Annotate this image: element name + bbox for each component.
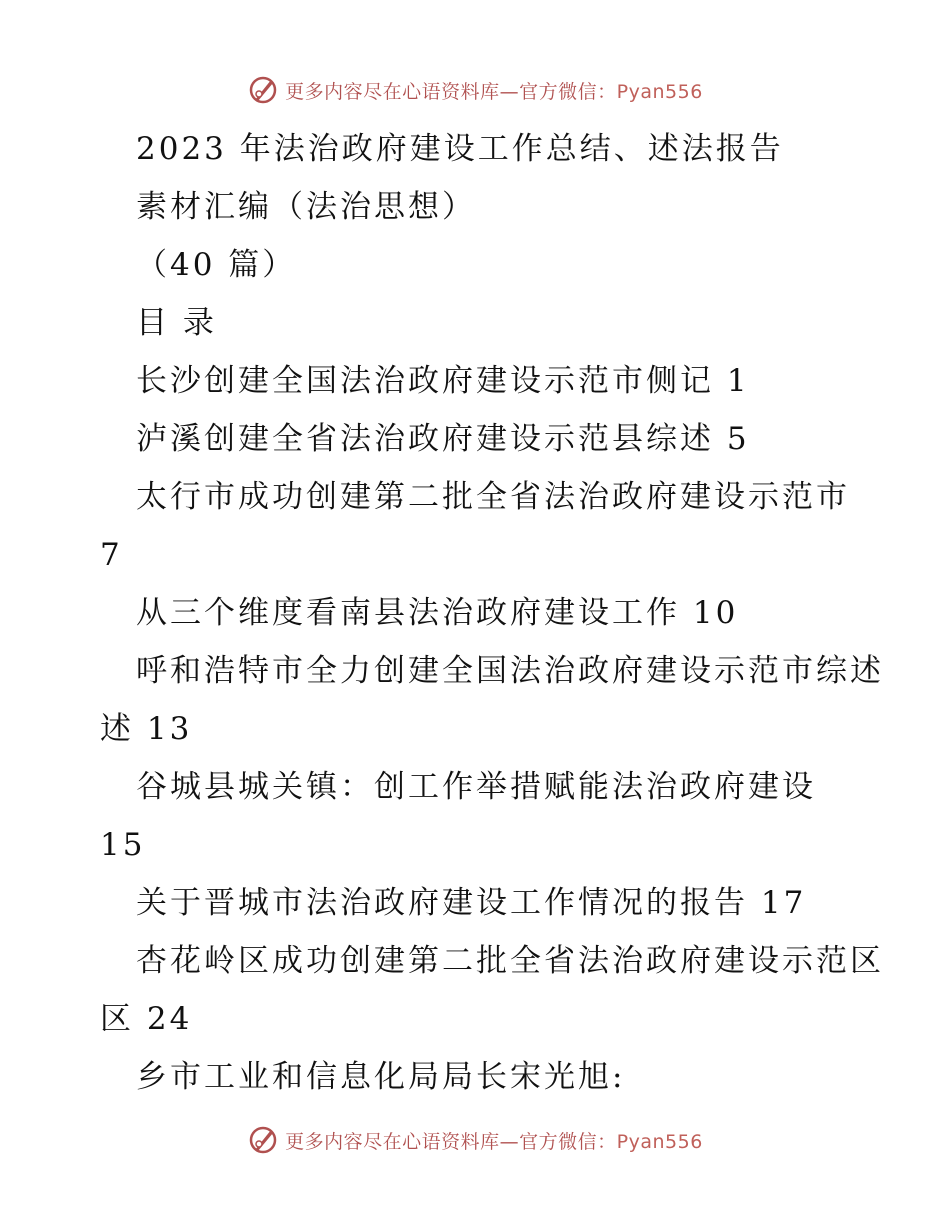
toc-item-page: 15 [100, 827, 146, 863]
feather-pen-seal-icon [247, 1124, 279, 1156]
toc-heading: 目 录 [136, 305, 217, 341]
toc-item-page: 13 [146, 711, 193, 747]
toc-item-title: 杏花岭区成功创建第二批全省法治政府建设示范区 [136, 943, 884, 979]
toc-item-page: 7 [100, 537, 123, 573]
watermark-banner-top [0, 70, 950, 110]
toc-item-title: 长沙创建全国法治政府建设示范市侧记 [136, 363, 714, 399]
feather-pen-seal-icon [247, 74, 279, 106]
watermark-banner-bottom [0, 1120, 950, 1160]
watermark-handle: Pyan556 [616, 80, 703, 103]
toc-item-title: 太行市成功创建第二批全省法治政府建设示范市 [136, 479, 850, 515]
toc-item-title: 从三个维度看南县法治政府建设工作 [136, 595, 680, 631]
watermark-handle: Pyan556 [616, 1130, 703, 1153]
toc-item-page: 24 [146, 1001, 193, 1037]
toc-item [100, 584, 896, 642]
toc-item-title: 关于晋城市法治政府建设工作情况的报告 [136, 885, 748, 921]
toc-item-title: 泸溪创建全省法治政府建设示范县综述 [136, 421, 714, 457]
toc-item-page: 10 [692, 595, 739, 631]
document-title-line-1: 2023 年法治政府建设工作总结、述法报告 [136, 131, 784, 167]
toc-item [100, 410, 896, 468]
watermark-text: 更多内容尽在心语资料库—官方微信：Pyan556 [285, 1130, 703, 1153]
watermark-text: 更多内容尽在心语资料库—官方微信：Pyan556 [285, 80, 703, 103]
toc-item-title: 谷城县城关镇：创工作举措赋能法治政府建设 [136, 769, 816, 805]
article-count: （40 篇） [136, 247, 297, 283]
toc-item-title: 乡市工业和信息化局局长宋光旭: [136, 1059, 626, 1095]
toc-item-page-continued: 述 13 [100, 711, 193, 747]
toc-item-page-continued: 区 24 [100, 1001, 193, 1037]
toc-item-page: 1 [726, 363, 750, 399]
toc-item-title: 呼和浩特市全力创建全国法治政府建设示范市综述 [136, 653, 884, 689]
toc-item [100, 874, 896, 932]
toc-item [100, 352, 896, 410]
toc-item-page: 17 [760, 885, 807, 921]
toc-item-page: 5 [726, 421, 750, 457]
document-title-line-2: 素材汇编（法治思想） [136, 189, 476, 225]
